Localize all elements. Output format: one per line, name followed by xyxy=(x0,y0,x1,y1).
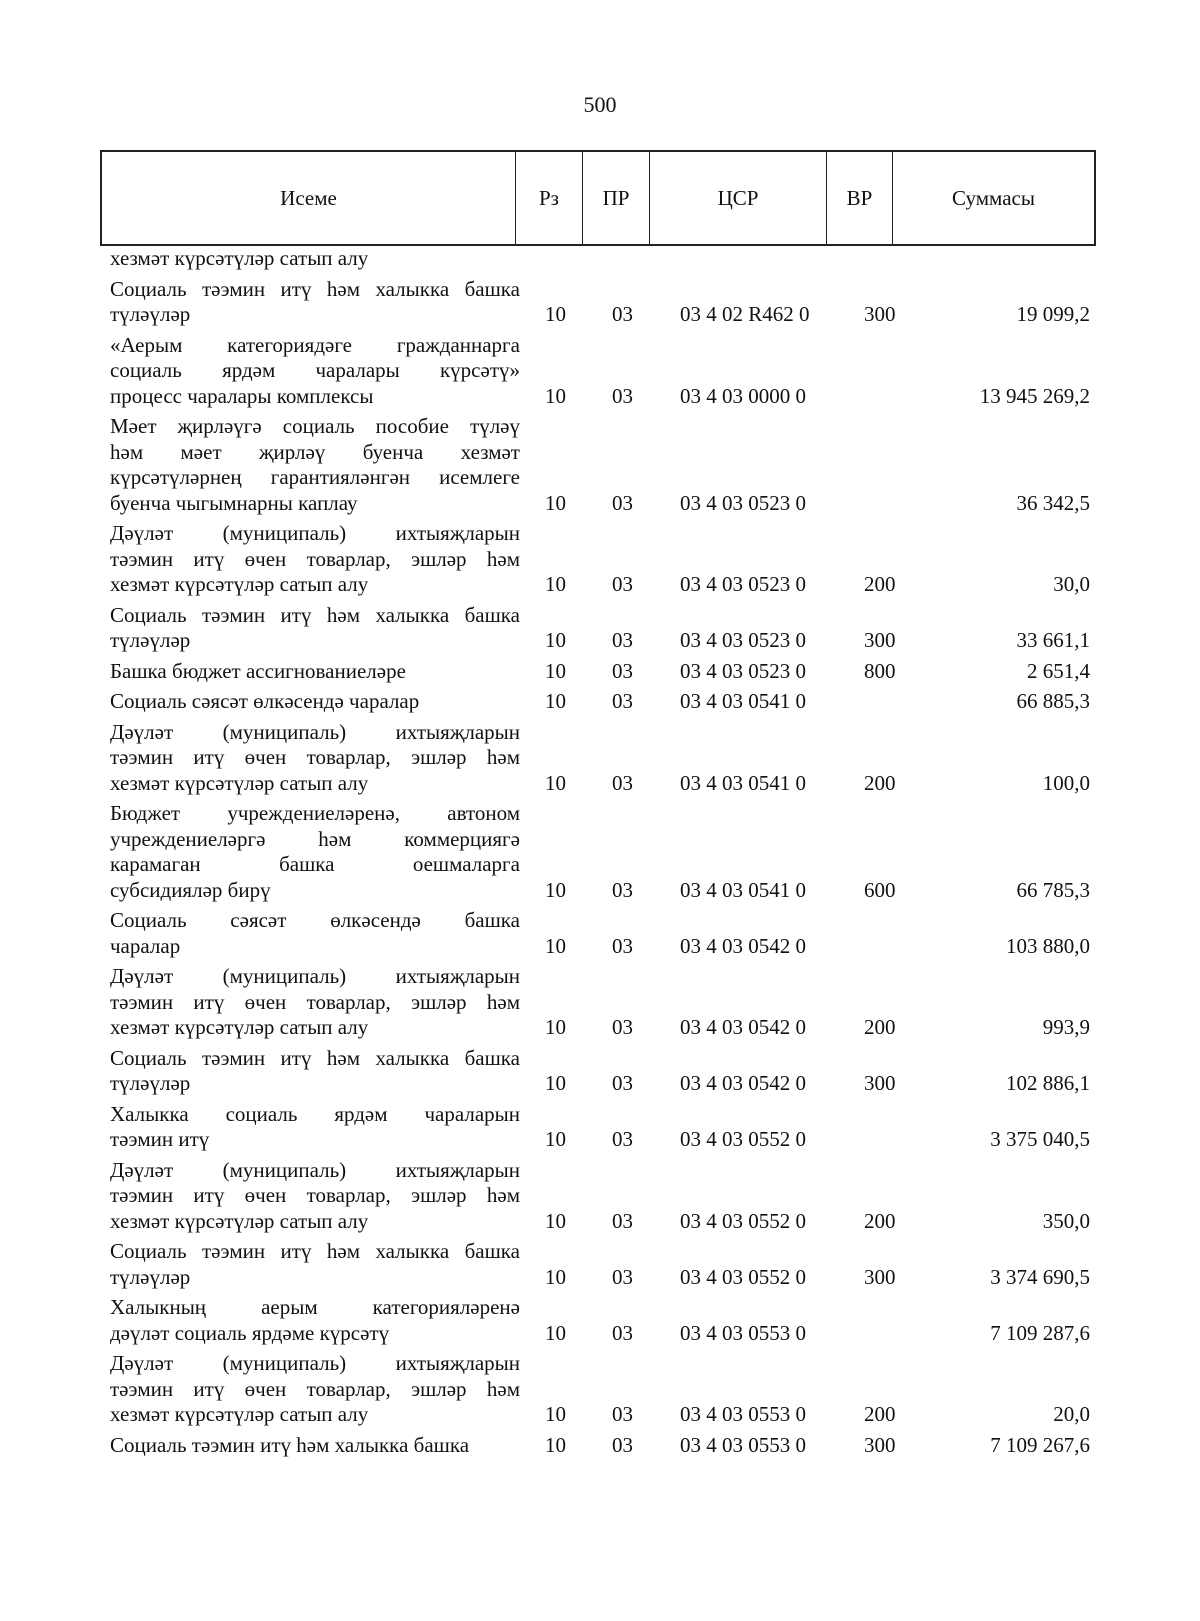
table-row xyxy=(0,603,1200,654)
row-vr: 300 xyxy=(864,302,896,326)
row-csr: 03 4 03 0542 0 xyxy=(680,933,806,958)
row-name-line: Бюджет учреждениеләренә, автоном xyxy=(110,801,520,825)
row-name-line: учреждениеләргә һәм коммерциягә xyxy=(110,826,520,851)
row-pr: 03 xyxy=(612,1432,633,1457)
row-name-line: Социаль тәэмин итү һәм халыкка башка xyxy=(110,276,520,301)
row-csr: 03 4 03 0523 0 xyxy=(680,490,806,515)
row-name-line: Дәүләт (муниципаль) ихтыяҗларын xyxy=(110,521,520,545)
row-sum: 66 885,3 xyxy=(1016,689,1090,713)
header-vr: ВР xyxy=(827,152,893,244)
row-vr: 800 xyxy=(864,658,896,683)
row-csr: 03 4 03 0553 0 xyxy=(680,1320,806,1345)
row-sum: 3 375 040,5 xyxy=(990,1127,1090,1151)
row-name xyxy=(110,277,520,328)
row-name xyxy=(110,333,520,410)
row-name-line: «Аерым категориядәге гражданнарга xyxy=(110,332,520,357)
row-sum: 102 886,1 xyxy=(1006,1071,1090,1095)
row-name xyxy=(110,1046,520,1097)
row-rz: 10 xyxy=(545,572,566,596)
row-name-line: Башка бюджет ассигнованиеләре xyxy=(110,658,406,683)
row-pr: 03 xyxy=(612,383,633,408)
row-name-line: түләүләр xyxy=(110,1264,191,1289)
row-rz: 10 xyxy=(545,628,566,652)
row-vr: 300 xyxy=(864,1264,896,1289)
row-name xyxy=(110,964,520,1041)
row-sum: 993,9 xyxy=(1042,1015,1090,1039)
row-name-line: күрсәтүләрнең гарантияләнгән исемлеге xyxy=(110,465,520,489)
row-name-line: хезмәт күрсәтүләр сатып алу xyxy=(110,1208,369,1233)
row-pr: 03 xyxy=(612,770,633,795)
row-name-line: субсидияләр бирү xyxy=(110,877,271,902)
row-name-line: Социаль тәэмин итү һәм халыкка башка xyxy=(110,1045,520,1070)
row-csr: 03 4 03 0553 0 xyxy=(680,1402,806,1426)
row-name-line: тәэмин итү өчен товарлар, эшләр һәм xyxy=(110,989,520,1014)
row-name-line: процесс чаралары комплексы xyxy=(110,383,374,408)
row-sum: 100,0 xyxy=(1042,770,1090,795)
table-header xyxy=(100,150,1096,246)
table-row xyxy=(0,1158,1200,1235)
row-name-line: хезмәт күрсәтүләр сатып алу xyxy=(110,1015,369,1039)
row-rz: 10 xyxy=(545,490,566,515)
table-row xyxy=(0,720,1200,797)
row-name-line: Халыкка социаль ярдәм чараларын xyxy=(110,1101,520,1126)
row-name xyxy=(110,659,520,685)
row-name xyxy=(110,414,520,516)
row-name xyxy=(110,1351,520,1428)
row-name-line: хезмәт күрсәтүләр сатып алу xyxy=(110,770,369,795)
row-rz: 10 xyxy=(545,1015,566,1039)
row-rz: 10 xyxy=(545,1127,566,1151)
row-name xyxy=(110,603,520,654)
row-csr: 03 4 03 0523 0 xyxy=(680,628,806,652)
row-name-line: хезмәт күрсәтүләр сатып алу xyxy=(110,246,369,270)
row-name-line: һәм мәет җирләү буенча хезмәт xyxy=(110,439,520,464)
row-pr: 03 xyxy=(612,658,633,683)
row-name xyxy=(110,1295,520,1346)
row-name-line: Социаль сәясәт өлкәсендә башка xyxy=(110,908,520,932)
row-rz: 10 xyxy=(545,1402,566,1426)
row-pr: 03 xyxy=(612,628,633,652)
row-csr: 03 4 03 0552 0 xyxy=(680,1208,806,1233)
row-rz: 10 xyxy=(545,1320,566,1345)
table-row xyxy=(0,414,1200,516)
row-name-line: Дәүләт (муниципаль) ихтыяҗларын xyxy=(110,1351,520,1375)
row-pr: 03 xyxy=(612,1320,633,1345)
row-sum: 66 785,3 xyxy=(1016,877,1090,902)
row-name xyxy=(110,1433,520,1459)
row-name xyxy=(110,246,520,272)
row-rz: 10 xyxy=(545,1432,566,1457)
row-pr: 03 xyxy=(612,689,633,713)
row-pr: 03 xyxy=(612,1402,633,1426)
row-name-line: Мәет җирләүгә социаль пособие түләү xyxy=(110,414,520,438)
row-name-line: карамаган башка оешмаларга xyxy=(110,852,520,876)
row-vr: 300 xyxy=(864,628,896,652)
table-row xyxy=(0,277,1200,328)
row-pr: 03 xyxy=(612,1071,633,1095)
row-name-line: Дәүләт (муниципаль) ихтыяҗларын xyxy=(110,964,520,988)
row-csr: 03 4 03 0523 0 xyxy=(680,658,806,683)
row-vr: 200 xyxy=(864,770,896,795)
row-csr: 03 4 03 0523 0 xyxy=(680,572,806,596)
row-name-line: Халыкның аерым категорияләренә xyxy=(110,1295,520,1319)
row-sum: 19 099,2 xyxy=(1016,302,1090,326)
row-name-line: хезмәт күрсәтүләр сатып алу xyxy=(110,572,369,596)
row-pr: 03 xyxy=(612,877,633,902)
table-row xyxy=(0,1102,1200,1153)
row-name-line: Социаль тәэмин итү һәм халыкка башка xyxy=(110,1239,520,1263)
row-name-line: түләүләр xyxy=(110,302,191,326)
row-pr: 03 xyxy=(612,1208,633,1233)
row-name-line: түләүләр xyxy=(110,1071,191,1095)
row-name-line: Дәүләт (муниципаль) ихтыяҗларын xyxy=(110,1157,520,1182)
row-vr: 200 xyxy=(864,1402,896,1426)
table-row xyxy=(0,1239,1200,1290)
table-row xyxy=(0,1351,1200,1428)
row-rz: 10 xyxy=(545,770,566,795)
row-name xyxy=(110,521,520,598)
row-csr: 03 4 03 0542 0 xyxy=(680,1015,806,1039)
table-row xyxy=(0,246,1200,272)
row-sum: 350,0 xyxy=(1042,1208,1090,1233)
row-pr: 03 xyxy=(612,490,633,515)
table-row xyxy=(0,521,1200,598)
row-name xyxy=(110,908,520,959)
row-pr: 03 xyxy=(612,1015,633,1039)
row-csr: 03 4 03 0541 0 xyxy=(680,877,806,902)
row-name-line: түләүләр xyxy=(110,628,191,652)
row-name xyxy=(110,801,520,903)
table-row xyxy=(0,1295,1200,1346)
row-pr: 03 xyxy=(612,933,633,958)
header-csr: ЦСР xyxy=(650,152,827,244)
row-sum: 36 342,5 xyxy=(1016,490,1090,515)
header-rz: Рз xyxy=(516,152,583,244)
row-csr: 03 4 03 0552 0 xyxy=(680,1264,806,1289)
row-vr: 200 xyxy=(864,1015,896,1039)
row-sum: 13 945 269,2 xyxy=(979,383,1090,408)
row-name-line: тәэмин итү өчен товарлар, эшләр һәм xyxy=(110,1183,520,1207)
row-rz: 10 xyxy=(545,302,566,326)
row-pr: 03 xyxy=(612,1127,633,1151)
row-rz: 10 xyxy=(545,1071,566,1095)
table-row xyxy=(0,659,1200,685)
table-row xyxy=(0,1046,1200,1097)
row-vr: 300 xyxy=(864,1071,896,1095)
row-vr: 200 xyxy=(864,572,896,596)
table-row xyxy=(0,801,1200,903)
row-csr: 03 4 03 0000 0 xyxy=(680,383,806,408)
row-rz: 10 xyxy=(545,877,566,902)
row-name-line: Социаль тәэмин итү һәм халыкка башка xyxy=(110,602,520,627)
header-name: Исеме xyxy=(102,152,516,244)
row-csr: 03 4 03 0542 0 xyxy=(680,1071,806,1095)
row-vr: 200 xyxy=(864,1208,896,1233)
row-name xyxy=(110,1102,520,1153)
row-name-line: Социаль сәясәт өлкәсендә чаралар xyxy=(110,689,420,713)
row-vr: 300 xyxy=(864,1432,896,1457)
row-name xyxy=(110,1239,520,1290)
row-name-line: буенча чыгымнарны каплау xyxy=(110,490,358,515)
page-number: 500 xyxy=(583,92,617,117)
row-name-line: хезмәт күрсәтүләр сатып алу xyxy=(110,1402,369,1426)
header-sum: Суммасы xyxy=(952,185,1035,210)
table-row xyxy=(0,964,1200,1041)
row-sum: 2 651,4 xyxy=(1027,658,1090,683)
row-pr: 03 xyxy=(612,302,633,326)
row-name-line: тәэмин итү xyxy=(110,1127,210,1151)
row-rz: 10 xyxy=(545,689,566,713)
table-row xyxy=(0,908,1200,959)
row-name-line: чаралар xyxy=(110,933,181,958)
row-name xyxy=(110,720,520,797)
row-name xyxy=(110,1158,520,1235)
row-pr: 03 xyxy=(612,1264,633,1289)
row-pr: 03 xyxy=(612,572,633,596)
row-name-line: Социаль тәэмин итү һәм халыкка башка xyxy=(110,1432,470,1457)
table-row xyxy=(0,333,1200,410)
row-rz: 10 xyxy=(545,658,566,683)
row-rz: 10 xyxy=(545,383,566,408)
row-rz: 10 xyxy=(545,933,566,958)
row-rz: 10 xyxy=(545,1208,566,1233)
row-name-line: Дәүләт (муниципаль) ихтыяҗларын xyxy=(110,719,520,744)
row-sum: 7 109 287,6 xyxy=(990,1320,1090,1345)
row-name-line: тәэмин итү өчен товарлар, эшләр һәм xyxy=(110,546,520,571)
row-csr: 03 4 03 0553 0 xyxy=(680,1432,806,1457)
row-csr: 03 4 03 0552 0 xyxy=(680,1127,806,1151)
row-name-line: социаль ярдәм чаралары күрсәтү» xyxy=(110,358,520,382)
row-name-line: дәүләт социаль ярдәме күрсәтү xyxy=(110,1320,390,1345)
row-name-line: тәэмин итү өчен товарлар, эшләр һәм xyxy=(110,745,520,769)
row-sum: 30,0 xyxy=(1053,572,1090,596)
row-sum: 20,0 xyxy=(1053,1402,1090,1426)
header-pr: ПР xyxy=(583,152,650,244)
row-sum: 7 109 267,6 xyxy=(990,1432,1090,1457)
row-rz: 10 xyxy=(545,1264,566,1289)
row-name-line: тәэмин итү өчен товарлар, эшләр һәм xyxy=(110,1376,520,1401)
row-sum: 33 661,1 xyxy=(1016,628,1090,652)
row-vr: 600 xyxy=(864,877,896,902)
row-csr: 03 4 03 0541 0 xyxy=(680,689,806,713)
row-csr: 03 4 02 R462 0 xyxy=(680,302,810,326)
row-name xyxy=(110,689,520,715)
row-sum: 3 374 690,5 xyxy=(990,1264,1090,1289)
row-sum: 103 880,0 xyxy=(1006,933,1090,958)
table-row xyxy=(0,1433,1200,1459)
table-row xyxy=(0,689,1200,715)
row-csr: 03 4 03 0541 0 xyxy=(680,770,806,795)
